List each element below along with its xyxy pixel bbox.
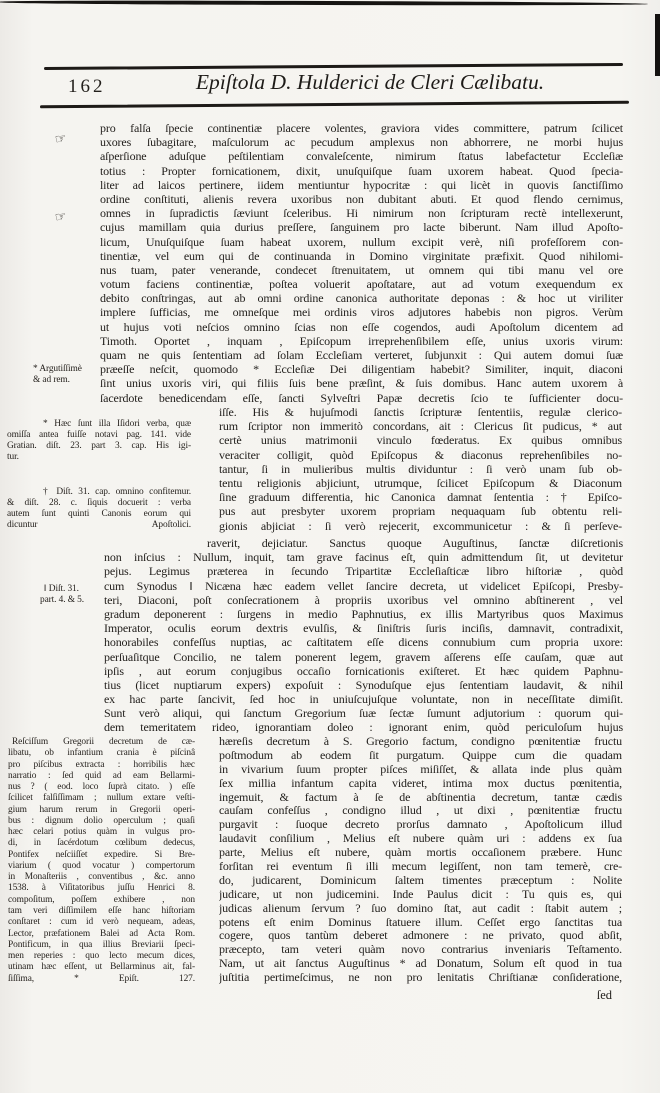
text-line: dicuntur Apoſtolici. (7, 520, 191, 530)
text-line: compoſitum, poſſem exhibere , non (8, 894, 195, 905)
text-line: Imperator, oculis eorum dextris evulſis, & ſiniſtris ſuris inciſis, damnavit, contradixit, (104, 621, 623, 636)
text-line: bus : dignum dolio operculum ; quaſi (8, 815, 195, 826)
text-line: potens eſt enim Dominus ſtatuere illum. Ceſſet ergo ſanctitas tua (219, 915, 622, 929)
text-line: poſtmodum ab eodem ſit purgatum. Quippe cum die quadam (219, 748, 622, 762)
text-line: libatu, ob infantium crania è piſcinâ (8, 748, 195, 759)
text-line: tantur, ſi in mulieribus multis dividuntur : ſi verò unam ſub ob- (219, 461, 622, 476)
running-header-title: Epiſtola D. Hulderici de Cleri Cælibatu. (195, 70, 545, 94)
text-line: dem temeritatem rideo, ignorantiam doleo : ignorant enim, quòd periculoſum hujus (104, 720, 623, 735)
text-line: in vivarium ſuum propter piſces miſiſſet, & allata inde plus quàm (219, 762, 622, 776)
text-line: raverit, dejiciatur. Sanctus quoque Auguſtinus, ſanctæ diſcretionis (207, 536, 623, 550)
text-line: licum, Unuſquiſque ſuam habeat uxorem, nullum excipit verè, niſi profeſſorem con- (100, 234, 623, 249)
text-line: cogere, quos tantùm deberet admonere : ne privato, quod abſit, (219, 929, 622, 943)
text-line: gionis abjiciat : ſi verò rejecerit, excommunicetur : & ſi perſeve- (219, 518, 622, 533)
text-line: men reperies : quo lecto mecum dices, (8, 951, 195, 962)
text-line: tam veri diſſimilem eſſe hanc hiſtoriam (8, 905, 195, 916)
text-line: * Hæc ſunt illa Iſidori verba, quæ (43, 419, 191, 429)
margin-note-argutissime (33, 364, 117, 387)
page-number: 162 (68, 76, 106, 97)
text-line: in Monaſteriis , conventibus , &c. anno (8, 872, 195, 883)
text-line: ſint unius uxoris viri, qui filiis ſuis bene præſint, & ſuis domibus. Hanc autem uxorem à (100, 376, 623, 391)
text-line: pejus. Legimus præterea in ſecundo Tripartitæ Eccleſiaſticæ libro hiſtoriæ , quòd (104, 564, 623, 579)
scan-edge-right (655, 14, 660, 76)
text-line: Gratian. diſt. 23. part 3. cap. His igi- (7, 441, 191, 451)
text-line: rum ſcriptor non immeritò concordans, ait : Clericus ſit pudicus, * aut (219, 419, 622, 434)
text-line: præeſſe neſcit, quomodo * Eccleſiæ Dei diligentiam habebit? Similiter, inquit, diaconi (100, 362, 623, 377)
text-line: teri, Diaconi, poſt conſecrationem à propriis uxoribus vel omnino abſtinerent , vel (104, 592, 623, 607)
text-line: Sunt verò aliqui, qui ſanctum Gregorium ſuæ ſectæ ſumunt adjutorium : quorum qui- (104, 706, 623, 721)
text-line: & diſt. 28. c. ſiquis docuerit : verba (7, 498, 191, 508)
text-line: Pontificum, in qua illius Breviarii ſpeci- (8, 939, 195, 950)
text-line: omnes in ſupradictis ſæviunt ſceleribus. Hi nimirum non ſcripturam rectè intellexerunt, (100, 206, 623, 221)
text-line: part. 4. & 5. (40, 595, 85, 605)
text-line: laudavit conſilium , Melius eſt nubere quàm uri : addens ex ſua (219, 832, 622, 846)
text-line: parte, Melius eſt nubere, quàm mortis occaſionem præbere. Hunc (219, 846, 622, 860)
text-line: ſcilicet falſiſſimam ; nullum extare veſti- (8, 793, 195, 804)
text-line: tius (licet nuptiarum expers) expoſuit : Synoduſque ejus ſententiam laudavit, & nihil (104, 677, 623, 692)
body-text-segment-a (100, 121, 623, 405)
margin-note-dist31-cap (7, 487, 191, 531)
text-line: pro falſa ſpecie continentiæ placere volentes, graviora vides committere, patrum ſcilicet (100, 121, 623, 135)
body-text-segment-c (104, 536, 623, 735)
text-line: implere ſufficias, me omneſque mei ordinis viros adjutores habebis non pigros. Verùm (100, 305, 623, 320)
text-line: ordine conſtituti, alienis revera uxoribus non dubitant abuti. Et quod flendo cernimus, (100, 191, 623, 206)
text-line: ex hac parte ſancivit, ſed hoc in uniuſcujuſque voluntate, non in neceſſitate dimiſit. (104, 692, 623, 707)
text-line: omiſſa antea fuiſſe notavi pag. 141. vide (7, 430, 191, 440)
text-line: veraciter colligit, quòd Epiſcopus & diaconus reprehenſibiles no- (219, 447, 622, 462)
text-line: iſſe. His & hujuſmodi ſanctis ſcripturæ ſententiis, regulæ clerico- (219, 405, 622, 419)
text-line: conſtaret : cum id verò nequeam, adeas, (8, 917, 195, 928)
text-line: pro piſcibus extracta : horribilis hæc (8, 759, 195, 770)
text-line: nus tuam, pater venerande, condecet ſtrenuitatem, ut omnem qui tibi manu vel ore (100, 262, 623, 277)
text-line: judicas alienum ſervum ? ſuo domino ſtat, aut cadit : ſtabit autem ; (219, 901, 622, 915)
text-line: liter ad laicos pertinere, iidem mentiuntur hypocritæ : qui licèt in quovis ſanctiſſimo (100, 177, 623, 192)
margin-note-isidori (7, 419, 191, 463)
text-line: ſacerdote benedicendam eſſe, ſancti Sylveſtri Papæ decretis ſcio te ſufficienter docu- (100, 390, 623, 405)
text-line: quam ne quis ſententiam ad ſolam Eccleſiam verteret, ſubjunxit : Qui autem domui ſuæ (100, 348, 623, 362)
catchword: ſed (596, 988, 612, 1002)
text-line: gium harum rerum in Gregorii operi- (8, 804, 195, 815)
text-line: autem ſunt quinti Canonis eorum qui (7, 509, 191, 519)
text-line: ‖ Diſt. 31. (44, 584, 79, 594)
text-line: aſperſione aduſque peſtilentiam convaleſcente, nimirum ſtatus labefactetur Eccleſiæ (100, 149, 623, 164)
text-line: & ad rem. (33, 375, 70, 386)
text-line: judicare, ut non judicemini. Inde Paulus dicit : Tu quis es, qui (219, 887, 622, 901)
text-line: tur. (7, 452, 19, 462)
text-line: cauſam confeſſus , condigno illud , ut dixi , pœnitentiæ fructu (219, 804, 622, 818)
text-line: præcepto, tam veteri quàm novo contrarius inveniaris Teſtamento. (219, 943, 622, 957)
text-line: votum faciens continentiæ, poſtea voluerit apoſtatare, aut ad votum exequendum ex (100, 277, 623, 292)
manicule-icon: ☞ (54, 131, 68, 148)
text-line: cum Synodus ‖ Nicæna hæc eadem vellet ſancire decreta, ut videlicet Epiſcopi, Presby- (104, 578, 623, 593)
text-line: ſex millia infantum capita videret, intima mox ductus pœnitentia, (219, 776, 622, 790)
text-line: † Diſt. 31. cap. omnino confitemur. (43, 487, 191, 497)
text-line: non inſcius : Nullum, inquit, tam grave facinus eſt, quin admittendum ſit, ut devitetur (104, 550, 623, 565)
text-line: di, in ſacérdotum cœlibum dedecus, (8, 838, 195, 849)
text-line: 1538. à Viſitatoribus juſſu Henrici 8. (8, 883, 195, 894)
text-line: Nam, ut ait ſanctus Auguſtinus * ad Donatum, Solum eſt quod in tua (219, 957, 622, 971)
text-line: utinam hæc eſſent, ut Bellarminus ait, fal- (8, 962, 195, 973)
text-line: tinentiæ, vel eum qui de continuanda in Domino virginitate præfixit. Quod nihilomi- (100, 248, 623, 263)
text-line: hæc celari potius quàm in vulgus pro- (8, 827, 195, 838)
text-line: viarium ( quod vocatur ) compertorum (8, 860, 195, 871)
text-line: hæreſis decretum à S. Gregorio factum, condigno pœnitentiæ fructu (219, 735, 622, 748)
text-line: certè unius matrimonii vinculo fœderatus. Ex quibus omnibus (219, 433, 622, 448)
text-line: ingemuit, & factum à ſe de abſtinentia decretum, tantæ cædis (219, 790, 622, 804)
text-line: juſtitia pertimeſcimus, ne non pro lenitatis Chriſtianæ conſideratione, (219, 971, 622, 985)
text-line: honorabiles confeſſus nuptias, ac caſtitatem eſſe dicens connubium cum propria uxore: (104, 635, 623, 650)
text-line: Pontifex neſciiſſet expedire. Si Bre- (8, 849, 195, 860)
scan-edge-top (0, 0, 648, 6)
text-line: ſiſſima, * Epiſt. 127. (8, 973, 195, 984)
text-line: ut hujus voti neſcios omnino ſcias non eſſe cogendos, audi Apoſtolum dicentem ad (100, 319, 623, 334)
text-line: uxores ſubagitare, maſculorum ac pecudum amplexus non abhorrere, ne morbi hujus (100, 135, 623, 150)
text-line: Lector, præfationem Balei ad Acta Rom. (8, 928, 195, 939)
text-line: cujus mamillam quia durius preſſere, ſanguinem pro lacte biberunt. Nam illud Apoſto- (100, 220, 623, 235)
text-line: pus aut presbyter uxorem propriam nequaquam ſub obtentu reli- (219, 504, 622, 519)
text-line: ipſis , aut eorum conjugibus occaſio fornicationis exiſteret. Et hæc quidem Paphnu- (104, 663, 623, 678)
body-text-segment-d (219, 735, 622, 985)
text-line: gradum deponerent : ſurgens in medio Paphnutius, ex illis Martyribus quos Maximus (104, 606, 623, 621)
text-line: ſine graduum differentia, hic Canonica damnat ſententia : † Epiſco- (219, 490, 622, 505)
manicule-icon: ☞ (54, 209, 68, 226)
text-line: tentu religionis abjiciunt, utrumque, ſcilicet Epiſcopum & Diaconum (219, 475, 622, 490)
text-line: nus ? ( eod. loco ſuprà citato. ) eſſe (8, 782, 195, 793)
text-line: narratio : ſed quid ad eam Bellarmi- (8, 770, 195, 781)
text-line: * Argutiſſimè (33, 364, 82, 374)
text-line: forſitan rei eventum ſi illi mecum legiſſent, non tam temerè, cre- (219, 860, 622, 874)
margin-note-dist31-part (40, 584, 108, 606)
text-line: totius : Propter fornicationem, dixit, unuſquiſque ſuam uxorem habeat. Quod ſpecia- (100, 163, 623, 178)
text-line: do, judicarent, Dominicum ſaltem timentes præceptum : Nolite (219, 873, 622, 887)
body-text-segment-b (219, 405, 622, 533)
text-line: Reſciſſum Gregorii decretum de cæ- (12, 737, 195, 747)
margin-note-rescissum-gregorii (8, 737, 195, 985)
text-line: debito conſtringas, aut ab omni ordine canonica authoritate deponas : & hoc ut viriliter (100, 291, 623, 306)
header-rule-bottom (40, 101, 629, 108)
text-line: perſuaſitque Concilio, ne talem ponerent legem, gravem aſſerens eſſe cauſam, quæ aut (104, 649, 623, 664)
header-rule-top (44, 63, 623, 70)
text-line: Timoth. Oportet , inquam , Epiſcopum irreprehenſibilem eſſe, unius uxoris virum: (100, 333, 623, 348)
text-line: purgavit : ſuoque decreto prorſus damnato , Apoſtolicum illud (219, 818, 622, 832)
